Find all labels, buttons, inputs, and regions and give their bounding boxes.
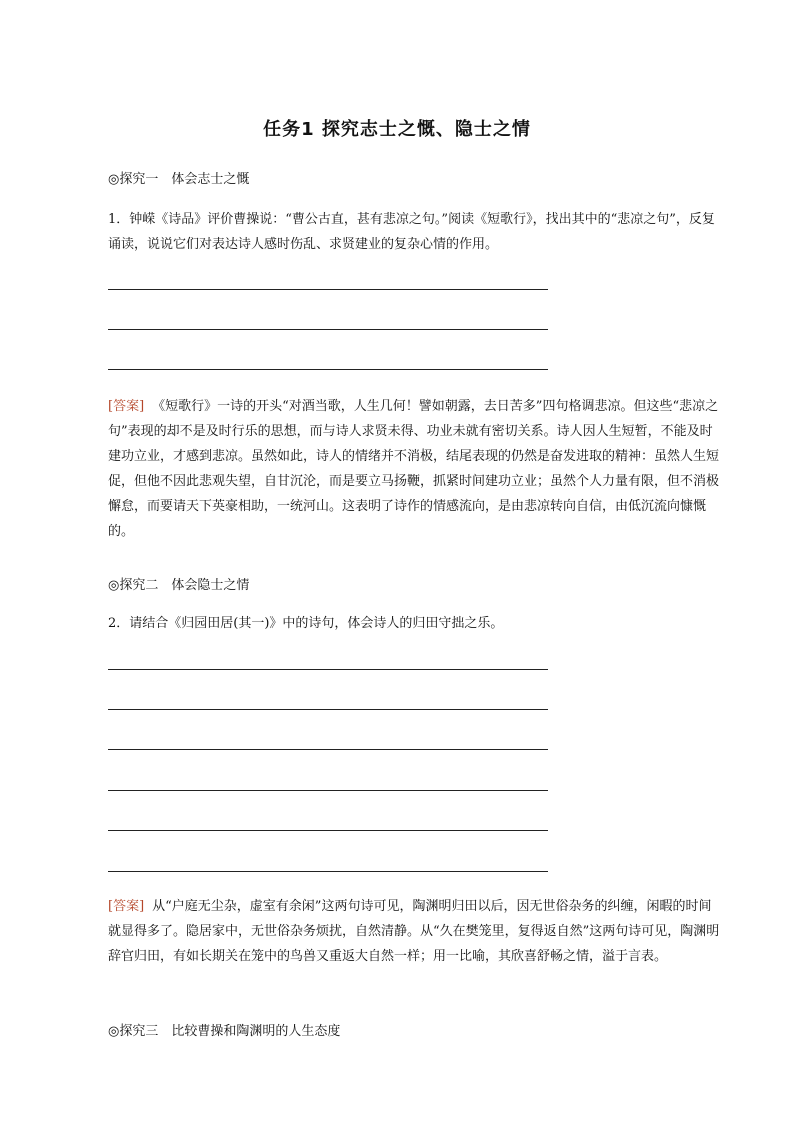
answer-line xyxy=(108,830,548,831)
answer-line xyxy=(108,871,548,872)
answer-line xyxy=(108,790,548,791)
answer-line xyxy=(108,329,548,330)
section-heading-3: ◎探究三 比较曹操和陶渊明的人生态度 xyxy=(108,1024,341,1039)
page-title: 任务1 探究志士之慨、隐士之情 xyxy=(263,119,531,140)
answer-tag: [答案] xyxy=(108,399,145,414)
answer-2 xyxy=(108,894,720,969)
answer-tag: [答案] xyxy=(108,899,145,914)
answer-1 xyxy=(108,394,720,544)
answer-line xyxy=(108,289,548,290)
answer-line xyxy=(108,369,548,370)
answer-line xyxy=(108,669,548,670)
question-2-text: 2．请结合《归园田居(其一)》中的诗句，体会诗人的归田守拙之乐。 xyxy=(108,616,504,631)
answer-line xyxy=(108,749,548,750)
question-1 xyxy=(108,207,720,257)
question-1-text: 1．钟嵘《诗品》评价曹操说：“曹公古直，甚有悲凉之句。”阅读《短歌行》，找出其中的“悲凉之句”，反复诵读，说说它们对表达诗人感时伤乱、求贤建业的复杂心情的作用。 xyxy=(108,212,715,252)
question-2 xyxy=(108,611,720,636)
answer-line xyxy=(108,709,548,710)
answer-1-text: 《短歌行》一诗的开头“对酒当歌，人生几何！譬如朝露，去日苦多”四句格调悲凉。但这些“悲凉之句”表现的却不是及时行乐的思想，而与诗人求贤未得、功业未就有密切关系。诗人因人生短暂，不能及时建功立业，才感到悲凉。虽然如此，诗人的情绪并不消极，结尾表现的仍然是奋发进取的精神：虽然人生短促，但他不因此悲观失望，自甘沉沦，而是要立马扬鞭，抓紧时间建功立业；虽然个人力量有限，但不消极懈怠，而要请天下英豪相助，一统河山。这表明了诗作的情感流向，是由悲凉转向自信，由低沉流向慷慨的。 xyxy=(108,399,720,539)
answer-2-text: 从“户庭无尘杂，虚室有余闲”这两句诗可见，陶渊明归田以后，因无世俗杂务的纠缠，闲暇的时间就显得多了。隐居家中，无世俗杂务烦扰，自然清静。从“久在樊笼里，复得返自然”这两句诗可见，陶渊明辞官归田，有如长期关在笼中的鸟兽又重返大自然一样；用一比喻，其欣喜舒畅之情，溢于言表。 xyxy=(108,899,720,964)
section-heading-1: ◎探究一 体会志士之慨 xyxy=(108,172,250,187)
section-heading-2: ◎探究二 体会隐士之情 xyxy=(108,578,250,593)
